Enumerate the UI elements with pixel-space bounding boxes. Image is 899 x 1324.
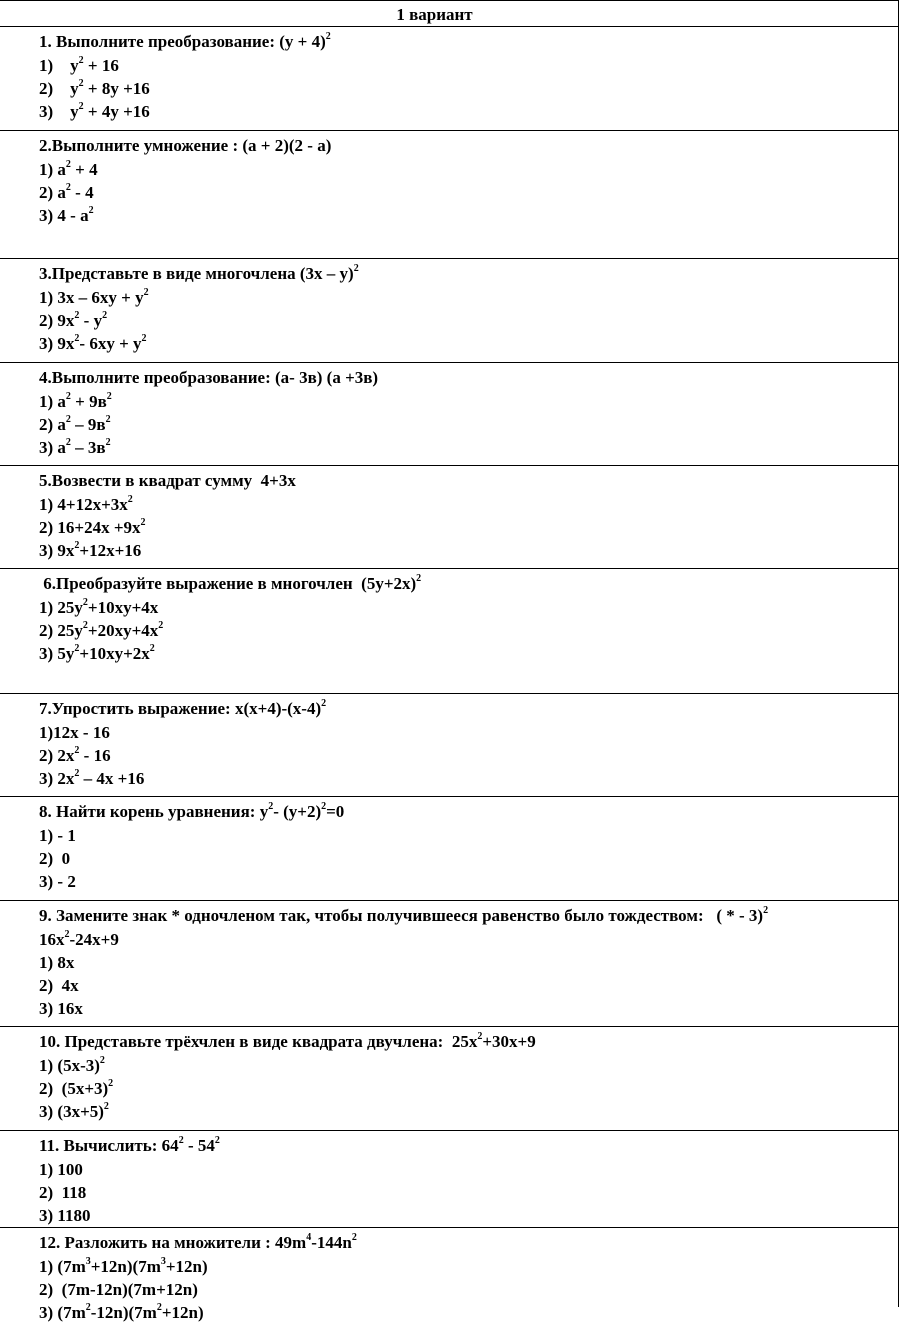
- answer-option: 2) $a^2 - 9в^2$: [39, 414, 111, 434]
- question-text: 10. Представьте трёхчлен в виде квадрата двучлена: $25x^2+30x+9$: [39, 1031, 536, 1051]
- answer-option: 3) $4 - a^2$: [39, 205, 94, 225]
- answer-option: 3) $5y^2+10xy+2x^2$: [39, 643, 155, 663]
- answer-option: 3) $(3x+5)^2$: [39, 1101, 109, 1121]
- question-text: 9. Замените знак * одночленом так, чтобы получившееся равенство было тождеством: ( * - 3)$^2$: [39, 905, 769, 925]
- question-text: 2.Выполните умножение : (a + 2)(2 - a): [39, 136, 332, 155]
- question-text: 4.Выполните преобразование: (a- 3в) (a +3в): [39, 368, 379, 387]
- answer-option: 2) $16+24x +9x^2$: [39, 517, 146, 537]
- answer-option: 2) $(5x+3)^2$: [39, 1078, 114, 1098]
- answer-option: 1) $(7m^3+12n)(7m^3+12n)$: [39, 1256, 208, 1276]
- answer-option: 2) $2x^2 - 16$: [39, 745, 111, 765]
- answer-option: 2) $25y^2+20xy+4x^2$: [39, 620, 164, 640]
- question-block: [0, 130, 899, 258]
- answer-option: 1) $a^2 + 9в^2$: [39, 391, 112, 411]
- variant-header: [0, 0, 899, 26]
- answer-option: 3) $(7m^2-12n)(7m^2+12n)$: [39, 1302, 204, 1322]
- question-text: 6.Преобразуйте выражение в многочлен $(5y+2x)^2$: [39, 573, 422, 593]
- answer-option: 2) 0: [39, 849, 71, 868]
- answer-option: 2) $y^2 + 8y +16$: [39, 78, 150, 98]
- answer-option: 2) 118: [39, 1183, 87, 1202]
- answer-option: 3) $9x^2-$ $6xy + y^2$: [39, 333, 147, 353]
- answer-option: 3) 1180: [39, 1206, 91, 1225]
- answer-option: 1) - 1: [39, 826, 76, 845]
- answer-option: 1) 8x: [39, 953, 75, 972]
- answer-option: 1)12x - 16: [39, 723, 110, 742]
- answer-option: 3) $2x^2 - 4x +16$: [39, 768, 145, 788]
- question-block: [0, 568, 899, 693]
- answer-option: 2) $a^2 - 4$: [39, 182, 94, 202]
- question-block: [0, 1026, 899, 1130]
- question-text: 7.Упростить выражение: $x(x+4)-(x-4)^2$: [39, 698, 327, 718]
- question-text: 11. Вычислить: $64^2 - 54^2$: [39, 1135, 220, 1155]
- question-text: 8. Найти корень уравнения: $y^2-$ $(y+2)^2=0$: [39, 801, 345, 821]
- question-block: [0, 693, 899, 796]
- question-text: 5.Возвести в квадрат сумму 4+3x: [39, 471, 296, 490]
- answer-option: 2) $9x^2 - y^2$: [39, 310, 108, 330]
- answer-option: 2) 4x: [39, 976, 79, 995]
- question-block: [0, 796, 899, 900]
- answer-option: 3) $y^2 + 4y +16$: [39, 101, 150, 121]
- question-block: [0, 26, 899, 130]
- question-block: [0, 258, 899, 362]
- answer-option: $16x^2-24x+9$: [39, 929, 119, 949]
- answer-option: 1) $3x - 6xy + y^2$: [39, 287, 149, 307]
- question-block: [0, 1130, 899, 1227]
- answer-option: 1) 100: [39, 1160, 83, 1179]
- answer-option: 1) $y^2 + 16$: [39, 55, 119, 75]
- question-block: [0, 900, 899, 1026]
- question-block: [0, 362, 899, 465]
- question-text: 12. Разложить на множители : $49m^4-144n^2$: [39, 1232, 357, 1252]
- variant-title: 1 вариант: [396, 5, 473, 24]
- question-text: 3.Представьте в виде многочлена (3x – y)$^2$: [39, 263, 359, 283]
- answer-option: 3) $9x^2+12x+16$: [39, 540, 142, 560]
- question-block: [0, 1227, 899, 1322]
- answer-option: 1) $(5x-3)^2$: [39, 1055, 105, 1075]
- answer-option: 2) (7m-12n)(7m+12n): [39, 1280, 198, 1299]
- answer-option: 3) 16x: [39, 999, 83, 1018]
- question-text: 1. Выполните преобразование: $(y + 4)^2$: [39, 31, 331, 51]
- question-list: [0, 26, 899, 1322]
- answer-option: 3) $a^2 - 3в^2$: [39, 437, 111, 457]
- answer-option: 1) $a^2 + 4$: [39, 159, 98, 179]
- question-block: [0, 465, 899, 568]
- answer-option: 3) - 2: [39, 872, 76, 891]
- answer-option: 1) $4+12x+3x^2$: [39, 494, 133, 514]
- answer-option: 1) $25y^2+10xy+4x$: [39, 597, 159, 617]
